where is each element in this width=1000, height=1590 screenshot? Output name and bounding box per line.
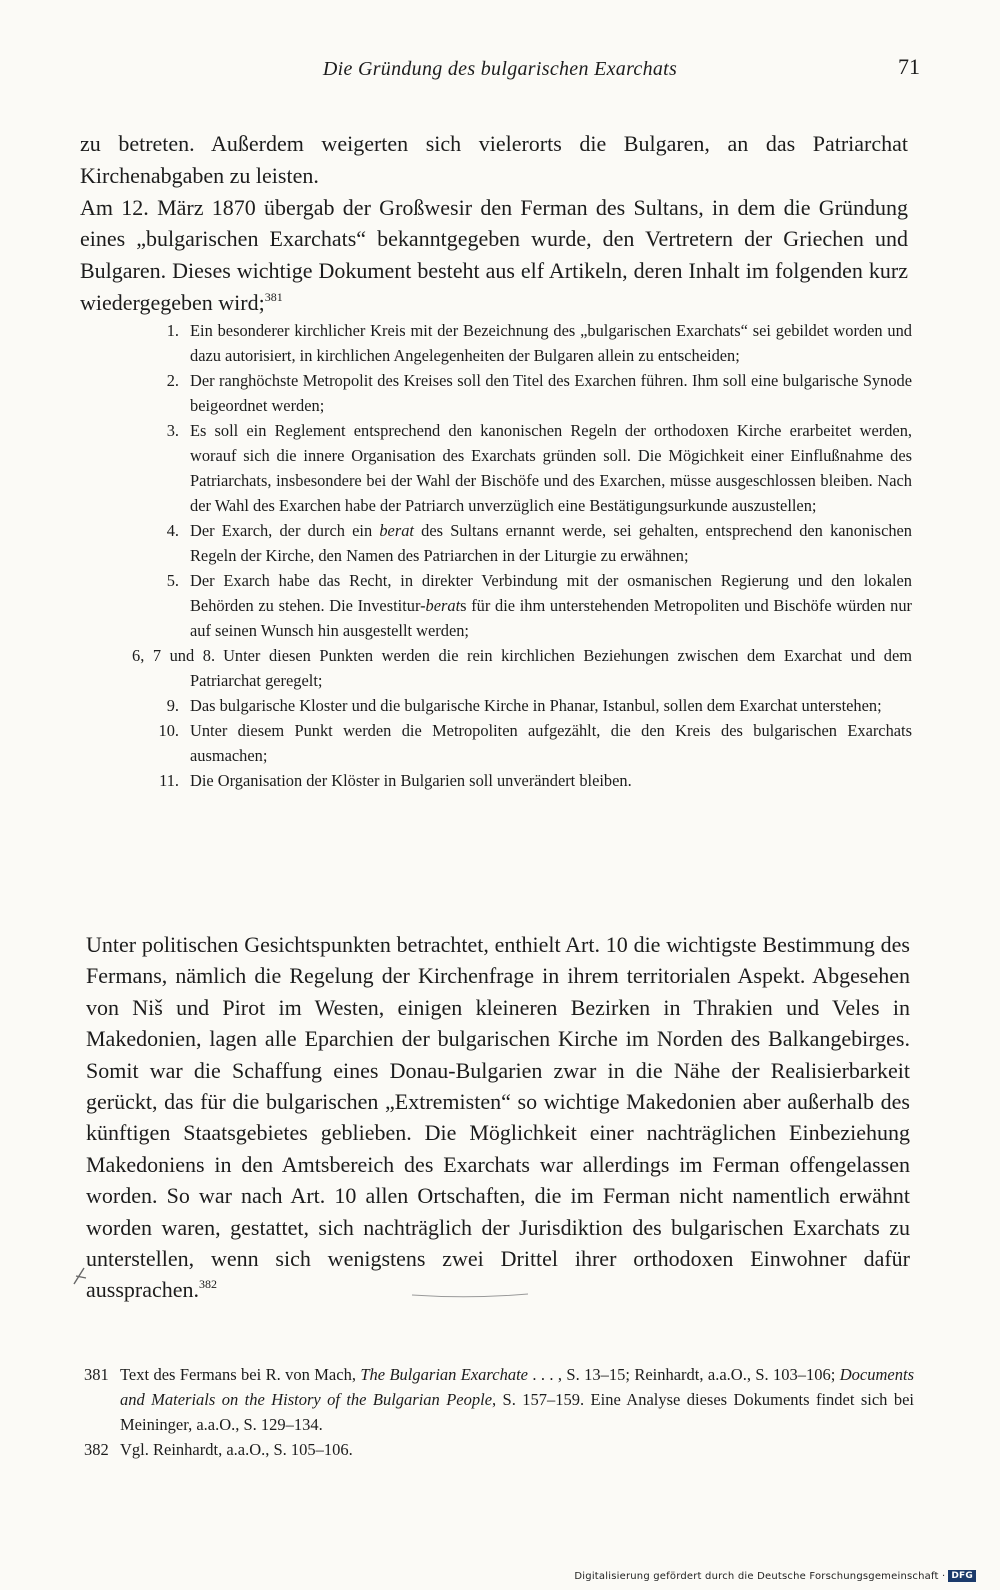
article-item [132, 368, 912, 418]
footnotes [84, 1362, 914, 1462]
article-list [132, 318, 912, 793]
article-number: 4. [166, 521, 179, 540]
article-item [132, 693, 912, 718]
article-number: 9. [166, 696, 179, 715]
italic-term: berat [379, 521, 414, 540]
article-number: 2. [166, 371, 179, 390]
footnote-text: . . . , S. 13–15; Reinhardt, a.a.O., S. 103–106; [527, 1365, 840, 1384]
italic-term: berat [425, 596, 461, 615]
pencil-mark-left [70, 1262, 92, 1292]
article-number: 10. [158, 721, 179, 740]
intro-text [80, 128, 908, 319]
footnote-text: , S. 157–159. Eine Analyse dieses Dokuments findet sich bei Meininger, a.a.O., S. 129–134. [120, 1390, 914, 1434]
article-text-part: des Sultans ernannt werde, sei gehalten, entsprechend den kanonischen Regeln der Kirche, den Namen des Patriarchen in der Liturgie zu erwähnen; [190, 521, 913, 565]
article-number: 5. [166, 571, 179, 590]
credit-text: Digitalisierung gefördert durch die Deutsche Forschungsgemeinschaft · [574, 1571, 946, 1582]
page-number: 71 [898, 54, 920, 79]
article-item [132, 768, 912, 793]
article-item [132, 718, 912, 768]
article-text-part: s für die ihm unterstehenden Metropoliten und Bischöfe würden nur auf seinen Wunsch hin ausgestellt werden; [190, 596, 912, 640]
pencil-underline [410, 1290, 530, 1300]
footnote-title: Documents and Materials on the History of the Bulgarian People [120, 1365, 914, 1409]
body-paragraph [86, 929, 910, 1306]
article-item [132, 318, 912, 368]
article-text-part: Der Exarch, der durch ein [190, 521, 380, 540]
article-item [132, 418, 912, 518]
intro-paragraph-1: zu betreten. Außerdem weigerten sich vielerorts die Bulgaren, an das Patriarchat Kirchenabgaben zu leisten. [80, 131, 908, 188]
digitization-credit [574, 1570, 976, 1582]
footnote-381 [84, 1362, 914, 1437]
article-text: Unter diesen Punkten werden die rein kirchlichen Beziehungen zwischen dem Exarchat und dem Patriarchat geregelt; [190, 646, 912, 690]
footnote-number: 381 [84, 1365, 109, 1384]
article-number: 3. [166, 421, 179, 440]
article-number: 11. [159, 771, 179, 790]
article-text: Die Organisation der Klöster in Bulgarien soll unverändert bleiben. [190, 771, 632, 790]
article-number: 1. [166, 321, 179, 340]
article-text: Das bulgarische Kloster und die bulgarische Kirche in Phanar, Istanbul, sollen dem Exarchat unterstehen; [190, 696, 882, 715]
article-text: Der ranghöchste Metropolit des Kreises soll den Titel des Exarchen führen. Ihm soll eine bulgarische Synode beigeordnet werden; [190, 371, 912, 415]
footnote-text: Vgl. Reinhardt, a.a.O., S. 105–106. [120, 1440, 353, 1459]
page-header [80, 54, 920, 94]
article-text: Ein besonderer kirchlicher Kreis mit der Bezeichnung des „bulgarischen Exarchats“ sei gebildet worden und dazu autorisiert, in kirchlichen Angelegenheiten der Bulgaren allein zu entscheiden; [190, 321, 912, 365]
article-number: 6, 7 und 8. [132, 646, 216, 665]
article-text [190, 521, 912, 565]
running-head: Die Gründung des bulgarischen Exarchats [322, 58, 678, 80]
footnote-382 [84, 1437, 914, 1462]
article-text: Unter diesem Punkt werden die Metropoliten aufgezählt, die den Kreis des bulgarischen Exarchats ausmachen; [190, 721, 912, 765]
body-paragraph-text: Unter politischen Gesichtspunkten betrachtet, enthielt Art. 10 die wichtigste Bestimmung des Fermans, nämlich die Regelung der Kirchenfrage in ihrem territorialen Aspekt. Abgesehen von Niš und Pirot im Westen, einigen kleineren Bezirken in Thrakien und Veles in Makedonien, lagen alle Eparchien der bulgarischen Kirche im Norden des Balkangebirges. Somit war die Schaffung eines Donau-Bulgarien zwar in die Nähe der Realisierbarkeit gerückt, das für die bulgarischen „Extremisten“ so wichtige Makedonien aber außerhalb des künftigen Staatsgebietes geblieben. Die Möglichkeit einer nachträglichen Einbeziehung Makedoniens in den Amtsbereich des Exarchats war allerdings im Ferman offengelassen worden. So war nach Art. 10 allen Ortschaften, die im Ferman nicht namentlich erwähnt worden waren, gestattet, sich nachträglich der Jurisdiktion des bulgarischen Exarchats zu unterstellen, wenn sich wenigstens zwei Drittel ihrer orthodoxen Einwohner dafür aussprachen. [86, 932, 910, 1303]
article-item [132, 518, 912, 568]
article-item [132, 643, 912, 693]
article-text-part: Der Exarch habe das Recht, in direkter Verbindung mit der osmanischen Regierung und den lokalen Behörden zu stehen. Die Investitur- [190, 571, 912, 615]
footnote-text: Text des Fermans bei R. von Mach, [120, 1365, 361, 1384]
footnote-title: The Bulgarian Exarchate [360, 1365, 528, 1384]
article-item [132, 568, 912, 643]
intro-paragraph-2-text: Am 12. März 1870 übergab der Großwesir den Ferman des Sultans, in dem die Gründung eines „bulgarischen Exarchats“ bekanntgegeben wurde, den Vertretern der Griechen und Bulgaren. Dieses wichtige Dokument besteht aus elf Artikeln, deren Inhalt im folgenden kurz wiedergegeben wird; [80, 194, 908, 315]
article-text [190, 571, 912, 640]
footnote-ref-382: 382 [199, 1277, 218, 1292]
intro-paragraph-2 [80, 192, 908, 319]
article-text: Es soll ein Reglement entsprechend den kanonischen Regeln der orthodoxen Kirche erarbeitet werden, worauf sich die innere Organisation des Exarchats gründen soll. Die Mögichkeit einer Einflußnahme des Patriarchats, insbesondere bei der Wahl der Bischöfe und des Exarchen, müsse ausgeschlossen bleiben. Nach der Wahl des Exarchen habe der Patriarch unverzüglich eine Bestätigungsurkunde auszustellen; [190, 421, 912, 515]
footnote-ref-381: 381 [264, 289, 283, 304]
dfg-logo: DFG [948, 1570, 976, 1582]
footnote-number: 382 [84, 1440, 109, 1459]
